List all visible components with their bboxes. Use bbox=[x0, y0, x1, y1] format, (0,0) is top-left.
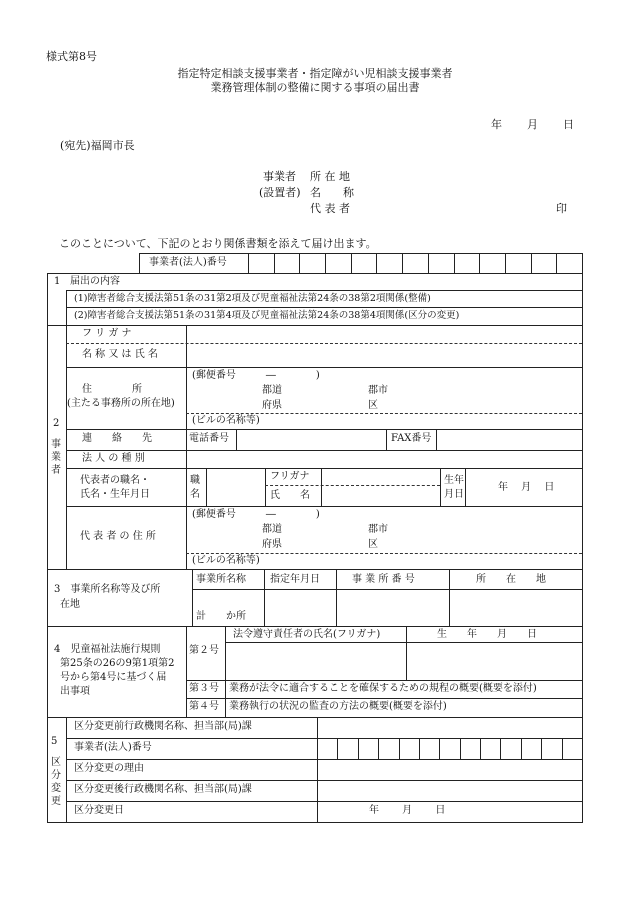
todo-label: 都道 bbox=[262, 385, 282, 396]
change-reason-label: 区分変更の理由 bbox=[74, 763, 144, 774]
gunshi-label: 郡市 bbox=[368, 385, 388, 396]
postal-code[interactable]: (郵便番号 ― ) bbox=[192, 370, 320, 381]
number-box-divider bbox=[358, 738, 359, 759]
number-box-divider bbox=[399, 738, 400, 759]
section5-side-label: 区分変更 bbox=[51, 757, 61, 807]
date-year: 年 bbox=[491, 118, 502, 131]
applicant-founder-label: (設置者) bbox=[259, 186, 301, 199]
item3-text: 業務が法令に適合することを確保するための規程の概要(概要を添付) bbox=[229, 683, 537, 694]
intro-text: このことについて、下記のとおり関係書類を添えて届け出ます。 bbox=[59, 237, 377, 250]
number-box-divider bbox=[541, 738, 542, 759]
number-box-divider bbox=[337, 738, 338, 759]
section1-title: 届出の内容 bbox=[70, 276, 120, 287]
rep-title-line1: 代表者の職名・ bbox=[80, 475, 150, 486]
number-box-divider bbox=[556, 253, 557, 273]
number-box-divider bbox=[439, 738, 440, 759]
furigana-label: フ リ ガ ナ bbox=[82, 328, 132, 339]
number-box-divider bbox=[428, 253, 429, 273]
item4-text: 業務執行の状況の監査の方法の概要(概要を添付) bbox=[229, 701, 447, 712]
applicant-business-label: 事業者 bbox=[263, 170, 296, 183]
change-date-value[interactable]: 年 月 日 bbox=[369, 805, 446, 816]
address-sub-label: (主たる事務所の所在地) bbox=[67, 398, 175, 409]
rep-address-label: 代 表 者 の 住 所 bbox=[80, 531, 156, 542]
item4-label: 第４号 bbox=[189, 701, 219, 712]
number-box-divider bbox=[531, 253, 532, 273]
shoku-label: 職 bbox=[190, 475, 200, 486]
rep-todo-label: 都道 bbox=[262, 524, 282, 535]
col-designation-date: 指定年月日 bbox=[270, 574, 320, 585]
building-label[interactable]: (ビルの名称等) bbox=[192, 415, 260, 426]
addressee: (宛先)福岡市長 bbox=[60, 139, 135, 152]
number-box-divider bbox=[274, 253, 275, 273]
title-line2: 業務管理体制の整備に関する事項の届出書 bbox=[210, 81, 420, 94]
contact-label: 連 絡 先 bbox=[82, 433, 152, 444]
after-agency-label: 区分変更後行政機関名称、担当部(局)課 bbox=[74, 784, 252, 795]
section1-option1[interactable]: (1)障害者総合支援法第51条の31第2項及び児童福祉法第24条の38第2項関係(整備) bbox=[74, 293, 431, 304]
rep-postal-code[interactable]: (郵便番号 ― ) bbox=[192, 509, 320, 520]
section4-label-line2: 第25条の26の9第1項第2 bbox=[60, 658, 175, 669]
col-office-number: 事 業 所 番 号 bbox=[352, 574, 415, 585]
date-month: 月 bbox=[527, 118, 538, 131]
number-box-divider bbox=[454, 253, 455, 273]
number-box-divider bbox=[505, 253, 506, 273]
section3-label-line2: 在地 bbox=[60, 599, 80, 610]
business-number-label: 事業者(法人)番号 bbox=[149, 257, 227, 268]
rep-birth-date[interactable]: 年 月 日 bbox=[498, 482, 555, 493]
phone-label: 電話番号 bbox=[189, 433, 229, 444]
col-office-name: 事業所名称 bbox=[196, 574, 246, 585]
change-date-label: 区分変更日 bbox=[74, 805, 124, 816]
section5-number: 5 bbox=[51, 736, 58, 747]
compliance-birth-header: 生 年 月 日 bbox=[437, 629, 537, 640]
birth-label-1: 生年 bbox=[444, 475, 464, 486]
number-box-divider bbox=[521, 738, 522, 759]
applicant-location-label: 所 在 地 bbox=[310, 170, 350, 183]
rep-furigana-label: フリガナ bbox=[270, 471, 310, 482]
rep-fuken-label: 府県 bbox=[262, 539, 282, 550]
section5-biz-number-label: 事業者(法人)番号 bbox=[74, 742, 152, 753]
number-box-divider bbox=[480, 738, 481, 759]
rep-name-label: 氏 名 bbox=[270, 490, 310, 501]
address-label: 住 所 bbox=[82, 384, 142, 395]
rep-ku-label: 区 bbox=[368, 539, 378, 550]
rep-gunshi-label: 郡市 bbox=[368, 524, 388, 535]
number-box-divider bbox=[325, 253, 326, 273]
date-day: 日 bbox=[563, 118, 574, 131]
ku-label: 区 bbox=[368, 400, 378, 411]
section3-label-line1: 3 事業所名称等及び所 bbox=[54, 584, 161, 595]
number-box-divider bbox=[402, 253, 403, 273]
applicant-rep-label: 代 表 者 bbox=[310, 202, 350, 215]
number-box-divider bbox=[299, 253, 300, 273]
section4-label-line3: 号から第4号に基づく届 bbox=[60, 672, 167, 683]
office-total: 計 か所 bbox=[196, 611, 246, 622]
item3-label: 第３号 bbox=[189, 683, 219, 694]
section2-side-label: 事業者 bbox=[51, 439, 61, 476]
number-box-divider bbox=[500, 738, 501, 759]
before-agency-label: 区分変更前行政機関名称、担当部(局)課 bbox=[74, 721, 252, 732]
mei-label: 名 bbox=[190, 489, 200, 500]
number-box-divider bbox=[479, 253, 480, 273]
name-label: 名 称 又 は 氏 名 bbox=[82, 349, 158, 360]
section1-option2[interactable]: (2)障害者総合支援法第51条の31第4項及び児童福祉法第24条の38第4項関係(区分の変更) bbox=[74, 310, 460, 321]
compliance-name-label: 法令遵守責任者の氏名(フリガナ) bbox=[233, 629, 381, 640]
applicant-name-label: 名 称 bbox=[310, 186, 354, 199]
item2-label: 第２号 bbox=[189, 645, 219, 656]
col-location: 所 在 地 bbox=[476, 574, 546, 585]
birth-label-2: 月日 bbox=[444, 489, 464, 500]
number-box-divider bbox=[351, 253, 352, 273]
fuken-label: 府県 bbox=[262, 400, 282, 411]
section4-label-line4: 出事項 bbox=[60, 686, 90, 697]
number-box-divider bbox=[460, 738, 461, 759]
number-box-divider bbox=[419, 738, 420, 759]
rep-title-line2: 氏名・生年月日 bbox=[80, 489, 150, 500]
rep-building-label[interactable]: (ビルの名称等) bbox=[192, 555, 260, 566]
number-box-divider bbox=[562, 738, 563, 759]
section2-number: 2 bbox=[53, 418, 60, 429]
corp-type-label: 法 人 の 種 別 bbox=[82, 453, 145, 464]
seal-mark: 印 bbox=[556, 202, 567, 215]
section4-label-line1: 4 児童福祉法施行規則 bbox=[54, 644, 161, 655]
form-number: 様式第8号 bbox=[46, 50, 97, 63]
number-box-divider bbox=[376, 253, 377, 273]
section1-number: 1 bbox=[54, 276, 61, 287]
fax-label: FAX番号 bbox=[391, 433, 432, 444]
number-box-divider bbox=[378, 738, 379, 759]
title-line1: 指定特定相談支援事業者・指定障がい児相談支援事業者 bbox=[177, 67, 453, 80]
